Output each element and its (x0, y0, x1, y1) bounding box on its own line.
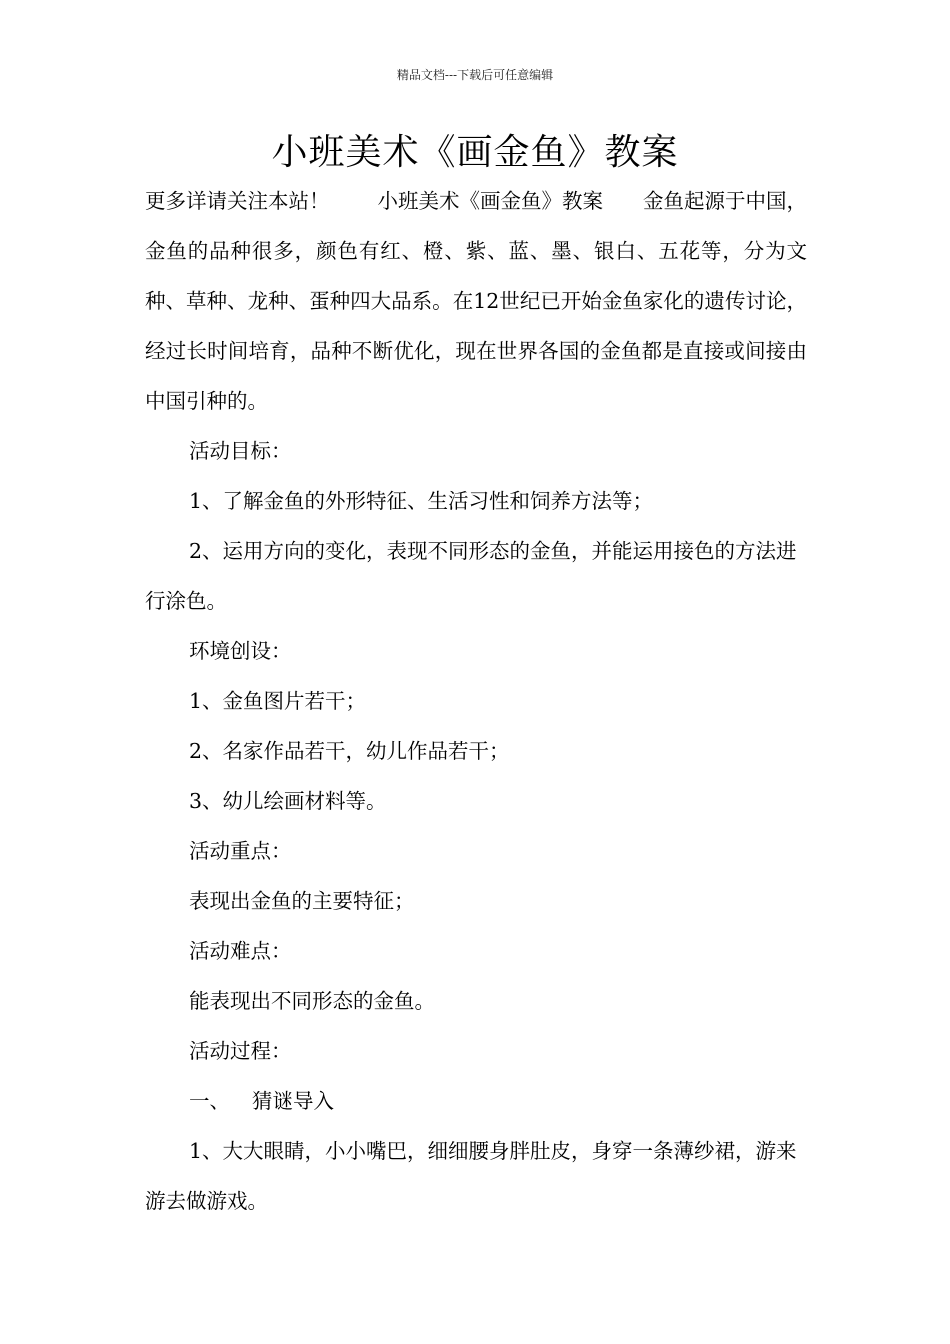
intro-part-2: 小班美术《画金鱼》教案 (377, 189, 603, 213)
objective-item: 2、运用方向的变化，表现不同形态的金鱼，并能运用接色的方法进行涂色。 (145, 539, 797, 613)
environment-item: 3、幼儿绘画材料等。 (189, 789, 387, 813)
difficulty-text: 能表现出不同形态的金鱼。 (189, 989, 435, 1013)
objective-item: 1、了解金鱼的外形特征、生活习性和饲养方法等； (189, 489, 654, 513)
heading-objectives: 活动目标： (189, 439, 292, 463)
document-body (145, 176, 807, 1226)
section-number: 一、 (189, 1089, 230, 1113)
riddle-text: 1、大大眼睛，小小嘴巴，细细腰身胖肚皮，身穿一条薄纱裙，游来游去做游戏。 (145, 1139, 797, 1213)
section-heading (145, 1076, 807, 1126)
environment-item: 2、名家作品若干，幼儿作品若干； (189, 739, 510, 763)
section-title: 猜谜导入 (252, 1089, 334, 1113)
environment-item: 1、金鱼图片若干； (189, 689, 367, 713)
heading-difficulty: 活动难点： (189, 939, 292, 963)
intro-paragraph (145, 176, 807, 426)
page-header: 精品文档---下载后可任意编辑 (396, 68, 554, 82)
intro-part-3: 金鱼起源于中国，金鱼的品种很多，颜色有红、橙、紫、蓝、墨、银白、五花等，分为文种、草种、龙种、蛋种四大品系。在12世纪已开始金鱼家化的遗传讨论，经过长时间培育，品种不断优化，现在世界各国的金鱼都是直接或间接由中国引种的。 (145, 189, 807, 413)
document-title: 小班美术《画金鱼》教案 (271, 132, 679, 173)
heading-key-point: 活动重点： (189, 839, 292, 863)
key-point-text: 表现出金鱼的主要特征； (189, 889, 415, 913)
heading-environment: 环境创设： (189, 639, 292, 663)
intro-part-1: 更多详请关注本站！ (145, 189, 330, 213)
heading-process: 活动过程： (189, 1039, 292, 1063)
